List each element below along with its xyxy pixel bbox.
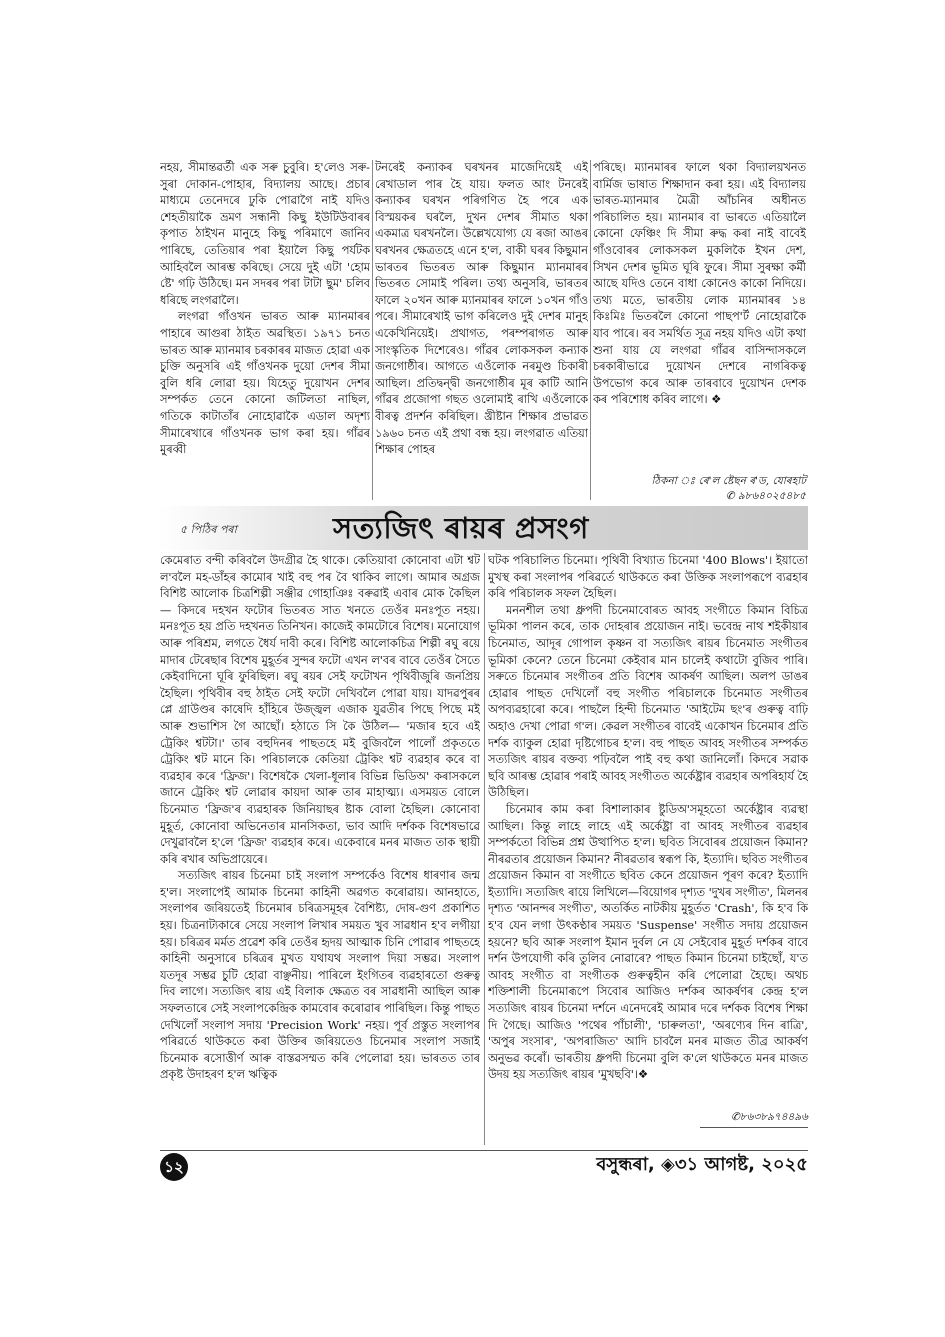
paragraph: টনৰেই কন্যাকৰ ঘৰখনৰ মাজেদিয়েই এই ৰেখাডাল পাৰ হৈ যায়। ফলত আং টনৰেই কন্যাকৰ ঘৰখন পৰিগণিত হৈ পৰে এক বিস্ময়কৰ ঘৰলৈ, দুখন দেশৰ সীমাত থকা একমাত্ৰ ঘৰখনলৈ। উল্লেখযোগ্য যে ৰজা আঙৰ ঘৰখনৰ ক্ষেত্ৰতহে এনে হ'ল, বাকী ঘৰৰ কিছুমান ভাৰতৰ ভিতৰত আৰু কিছুমান ম্যানমাৰৰ ভিতৰত সোমাই পৰিল। তথ্য অনুসৰি, ভাৰতৰ ফালে ২০খন আৰু ম্যানমাৰৰ ফালে ১০খন গাঁও পৰে। সীমাৰেখাই ভাগ কৰিলেও দুই দেশৰ মানুহ একেখিনিয়েই। প্ৰথাগত, পৰম্পৰাগত আৰু সাংস্কৃতিক দিশেৰেও। গাঁৱৰ লোকসকল কন্যাক জনগোষ্ঠীৰ। আগতে এওঁলোক নৰমুণ্ড চিকাৰী আছিল। প্ৰতিদ্বন্দ্বী জনগোষ্ঠীৰ মূৰ কাটি আনি গাঁৱৰ প্ৰজোপা গছত ওলোমাই ৰাখি এওঁলোকে বীৰত্ব প্ৰদৰ্শন কৰিছিল। খ্ৰীষ্টান শিক্ষাৰ প্ৰভাৱত ১৯৬০ চনত এই প্ৰথা বন্ধ হয়। লংগৱাত এতিয়া শিক্ষাৰ পোহৰ [375, 161, 588, 457]
top-article-column-3 [593, 160, 806, 472]
paragraph: কেমেৰাত বন্দী কৰিবলৈ উদগ্ৰীৱ হৈ থাকে। কেতিয়াবা কোনোবা এটা শ্বট ল'বলৈ মহ-ডাঁহৰ কামোৰ খাই বহু পৰ বৈ থাকিব লাগে। আমাৰ অগ্ৰজ বিশিষ্ট আলোক চিত্ৰশিল্পী সঞ্জীৱ গোহাঞিঃ বৰুৱাই এবাৰ মোক কৈছিল— কিদৰে দহখন ফটোৰ ভিতৰত সাত খনতে তেওঁৰ মনঃপূত নহয়। মনঃপূত হয় প্ৰতি দহখনত তিনিখন। কাজেই কামটোৰে বিশেষ। মনোযোগ আৰু পৰিশ্ৰম, লগতে ধৈৰ্য দাবী কৰে। বিশিষ্ট আলোকচিত্ৰ শিল্পী ৰঘু ৰয়ে মাদাৰ টেৰেছাৰ বিশেষ মুহূৰ্তৰ সুন্দৰ ফটো এখন ল'বৰ বাবে তেওঁৰ সৈতে কেইবাদিনো ঘূৰি ফুৰিছিল। ৰঘু ৰয়ৰ সেই ফটোখন পৃথিবীজুৰি জনপ্ৰিয় হৈছিল। পৃথিবীৰ বহু ঠাইত সেই ফটো দেখিবলৈ পোৱা যায়। যাদৱপুৰৰ প্লে গ্ৰাউণ্ডৰ কাষেদি হাঁহিৰে উজ্জ্বল এজাক যুৱতীৰ পিছে পিছে মই আৰু শুভাশিস গৈ আছোঁ। হঠাতে সি কৈ উঠিল— 'মজাৰ হবে এই ট্ৰেকিং শ্বটটা।' তাৰ বহুদিনৰ পাছতহে মই বুজিবলৈ পালোঁ প্ৰকৃততে ট্ৰেকিং শ্বট মানে কি। পৰিচালকে কেতিয়া ট্ৰেকিং শ্বট ব্যৱহাৰ কৰে বা ব্যৱহাৰ কৰে 'ফ্ৰিজ'। বিশেষকৈ খেলা-ধূলাৰ বিভিন্ন ভিডিঅ' কৰাসকলে জানে ট্ৰেকিং শ্বট লোৱাৰ কায়দা আৰু তাৰ মাহাত্ম্য। এসময়ত বোলে চিনেমাত 'ফ্ৰিজ'ৰ ব্যৱহাৰক জিনিয়াছৰ ষ্টাক বোলা হৈছিল। কোনোবা মুহূৰ্ত, কোনোবা অভিনেতাৰ মানসিকতা, ভাব আদি দৰ্শকক বিশেষভাৱে দেখুৱাবলৈ হ'লে 'ফ্ৰিজ' ব্যৱহাৰ কৰে। একেবাৰে মনৰ মাজত তাক স্থায়ী কৰি ৰখাৰ অভিপ্ৰায়েৰে। [160, 554, 480, 866]
paragraph: লংগৱা গাঁওখন ভাৰত আৰু ম্যানমাৰৰ পাহাৰে আগুৰা ঠাইত অৱস্থিত। ১৯৭১ চনত ভাৰত আৰু ম্যানমাৰ চৰকাৰৰ মাজত হোৱা এক চুক্তি অনুসৰি এই গাঁওখনক দুয়ো দেশৰ সীমা বুলি ধৰি লোৱা হয়। যিহেতু দুয়োখন দেশৰ সম্পৰ্কত তেনে কোনো জটিলতা নাছিল, গতিকে কাটাতাঁৰ নোহোৱাকৈ এডাল অদৃশ্য সীমাৰেখাৰে গাঁওখনক ভাগ কৰা হয়। গাঁৱৰ মুৰব্বী [160, 310, 370, 457]
paragraph: পৰিছে। ম্যানমাৰৰ ফালে থকা বিদ্যালয়খনত বাৰ্মিজ ভাষাত শিক্ষাদান কৰা হয়। এই বিদ্যালয় ভাৰত-ম্যানমাৰ মৈত্ৰী আঁচনিৰ অধীনত পৰিচালিত হয়। ম্যানমাৰ বা ভাৰতে এতিয়ালৈ কোনো ফেঞ্চিং দি সীমা ৰুদ্ধ কৰা নাই বাবেই গাঁওবোৰৰ লোকসকল মুকলিকৈ ইখন দেশ, সিখন দেশৰ ভূমিত ঘূৰি ফুৰে। সীমা সুৰক্ষা কৰ্মী আছে যদিও তেনে বাধা কোনেও কাকো নিদিয়ে। তথ্য মতে, ভাৰতীয় লোক ম্যানমাৰৰ ১৪ কিঃমিঃ ভিতৰলৈ কোনো পাছপ'ৰ্ট নোহোৱাকৈ যাব পাৰে। ৰব সমৰ্থিত সূত্ৰ নহয় যদিও এটা কথা শুনা যায় যে লংগৱা গাঁৱৰ বাসিন্দাসকলে চৰকাৰীভাৱে দুয়োখন দেশৰে নাগৰিকত্ব উপভোগ কৰে আৰু তাৰবাবে দুয়োখন দেশক কৰ পৰিশোধ কৰিব লাগে। ❖ [593, 161, 806, 407]
paragraph: সত্যজিৎ ৰায়ৰ চিনেমা চাই সংলাপ সম্পৰ্কেও বিশেষ ধাৰণাৰ জন্ম হ'ল। সংলাপেই আমাক চিনেমা কাহিনী অৱগত কৰোৱায়। আনহাতে, সংলাপৰ জৰিয়তেই চিনেমাৰ চৰিত্ৰসমূহৰ বৈশিষ্ট্য, দোষ-গুণ প্ৰকাশিত হয়। চিত্ৰনাট্যকাৰে সেয়ে সংলাপ লিখাৰ সময়ত খুব সাৱধান হ'ব লগীয়া হয়। চৰিত্ৰৰ মৰ্মত প্ৰৱেশ কৰি তেওঁৰ হৃদয় আত্মাক চিনি পোৱাৰ পাছতহে কাহিনী অনুসাৰে চৰিত্ৰৰ মুখত যথাযথ সংলাপ দিয়া সম্ভৱ। সংলাপ যতদূৰ সম্ভৱ চুটি হোৱা বাঞ্ছনীয়। পাৰিলে ইংগিতৰ ব্যৱহাৰতো গুৰুত্ব দিব লাগে। সত্যজিৎ ৰায় এই বিলাক ক্ষেত্ৰত বৰ সাৱধানী আছিল আৰু সফলতাৰে সেই সংলাপকেন্দ্ৰিক কামবোৰ কৰোৱাৰ পাৰিছিল। কিন্তু পাছত দেখিলোঁ সংলাপ সদায় 'Precision Work' নহয়। পূৰ্ব প্ৰস্তুত সংলাপৰ পৰিৱৰ্তে থাউকতে কৰা উক্তিৰ জৰিয়তেও চিনেমাৰ সংলাপ সজাই চিনেমাক ৰসোত্তীৰ্ণ আৰু বাস্তৱসম্মত কৰি পেলোৱা হয়। ভাৰতত তাৰ প্ৰকৃষ্ট উদাহৰণ হ'ল ঋত্বিক [160, 869, 480, 1082]
magazine-issue-date: বসুন্ধৰা, ◈৩১ আগষ্ট, ২০২৫ [596, 1154, 808, 1175]
paragraph: মননশীল তথা ধ্ৰুপদী চিনেমাবোৰত আবহ সংগীতে কিমান বিচিত্ৰ ভূমিকা পালন কৰে, তাক দোহৰাৰ প্ৰয়োজন নাই। ভবেন্দ্ৰ নাথ শইকীয়াৰ চিনেমাত, আদূৰ গোপাল কৃষ্ণন বা সত্যজিৎ ৰায়ৰ চিনেমাত সংগীতৰ ভূমিকা কেনে? তেনে চিনেমা কেইবাৰ মান চালেই কথাটো বুজিব পাৰি। সৰুতে চিনেমাৰ সংগীতৰ প্ৰতি বিশেষ আকৰ্ষণ আছিল। অলপ ডাঙৰ হোৱাৰ পাছত দেখিলোঁ বহু সংগীত পৰিচালকে চিনেমাত সংগীতৰ অপব্যৱহাৰো কৰে। পাছলৈ হিন্দী চিনেমাত 'আইটেম ছং'ৰ গুৰুত্ব বাঢ়ি অহাও দেখা পোৱা গ'ল। কেৱল সংগীতৰ বাবেই একোখন চিনেমাৰ প্ৰতি দৰ্শক ব্যাকুল হোৱা দৃষ্টিগোচৰ হ'ল। বহু পাছত আবহ সংগীতৰ সম্পৰ্কত সত্যজিৎ ৰায়ৰ বক্তব্য পঢ়িবলৈ পাই বহু কথা জানিলোঁ। কিদৰে সৱাক ছবি আৰম্ভ হোৱাৰ পৰাই আবহ সংগীতত অৰ্কেষ্ট্ৰাৰ ব্যৱহাৰ অপৰিহাৰ্য হৈ উঠিছিল। [488, 603, 808, 800]
column-divider [484, 553, 485, 1145]
main-article-column-1 [160, 553, 480, 1145]
top-article-column-1 [160, 160, 370, 500]
page-number-badge: ১২ [160, 1153, 188, 1181]
paragraph: নহয়, সীমান্তৱৰ্তী এক সৰু চুবুৰি। হ'লেও সৰু-সুৰা দোকান-পোহাৰ, বিদ্যালয় আছে। প্ৰচাৰ মাধ্যমে তেনেদৰে ঢুকি পোৱাগৈ নাই যদিও শেহতীয়াকৈ ভ্ৰমণ সন্ধানী কিছু ইউটিউবাৰৰ কৃপাত ঠাইখন মানুহে কিছু পৰিমাণে জানিব পাৰিছে, তেতিয়াৰ পৰা ইয়ালৈ কিছু পৰ্যটক আহিবলৈ আৰম্ভ কৰিছে। সেয়ে দুই এটা 'হোম ষ্টে' গঢ়ি উঠিছে। মন সদৰৰ পৰা টাটা ছুম' চলিব ধৰিছে লংগৱালৈ। [160, 161, 370, 307]
headline-banner [158, 506, 808, 550]
paragraph: চিনেমাৰ কাম কৰা বিশালাকাৰ ষ্টুডিঅ'সমূহতো অৰ্কেষ্ট্ৰাৰ ব্যৱস্থা আছিল। কিন্তু লাহে লাহে এই অৰ্কেষ্ট্ৰা বা আবহ সংগীতৰ ব্যৱহাৰ সম্পৰ্কতো বিভিন্ন প্ৰশ্ন উত্থাপিত হ'ল। ছবিত সিবোৰৰ প্ৰয়োজন কিমান? নীৰৱতাৰ প্ৰয়োজন কিমান? নীৰৱতাৰ স্বৰূপ কি, ইত্যাদি। ছবিত সংগীতৰ প্ৰয়োজন কিমান বা সংগীতে ছবিত কেনে প্ৰয়োজন পূৰণ কৰে? ইত্যাদি ইত্যাদি। সত্যজিৎ ৰায়ে লিখিলে—বিয়োগৰ দৃশ্যত 'দুখৰ সংগীত', মিলনৰ দৃশ্যত 'আনন্দৰ সংগীত', অতৰ্কিত নাটকীয় মুহূৰ্তত 'Crash', কি হ'ব কি হ'ব যেন লগা উৎকণ্ঠাৰ সময়ত 'Suspense' সংগীত সদায় প্ৰয়োজন হয়নে? ছবি আৰু সংলাপ ইমান দুৰ্বল নে যে সেইবোৰ মুহূৰ্ত দৰ্শকৰ বাবে দৰ্শন উপযোগী কৰি তুলিব নোৱাৰে? পাছত কিমান চিনেমা চাইছোঁ, য'ত আবহ সংগীত বা সংগীতক গুৰুত্বহীন কৰি পেলোৱা হৈছে। অথচ শক্তিশালী চিনেমাৰূপে সিবোৰ আজিও দৰ্শকৰ আকৰ্ষণৰ কেন্দ্ৰ হ'ল সত্যজিৎ ৰায়ৰ চিনেমা দৰ্শনে এনেদৰেই আমাৰ দৰে দৰ্শকক বিশেষ শিক্ষা দি গৈছে। আজিও 'পথেৰ পাঁচালী', 'চাৰুলতা', 'অৰণ্যেৰ দিন ৰাত্ৰি', 'অপুৰ সংসাৰ', 'অপৰাজিত' আদি চাবলৈ মনৰ মাজত তীব্ৰ আকৰ্ষণ অনুভৱ কৰোঁ। ভাৰতীয় ধ্ৰুপদী চিনেমা বুলি ক'লে থাউকতে মনৰ মাজত উদয় হয় সত্যজিৎ ৰায়ৰ 'মুখছবি'।❖ [488, 802, 808, 1082]
author-signature [593, 474, 806, 504]
column-divider [372, 160, 373, 500]
column-divider [590, 160, 591, 500]
author-phone: ✆৮৬৩৮৯৭৪৪৯৬ [700, 1110, 808, 1128]
paragraph: ঘটক পৰিচালিত চিনেমা। পৃথিবী বিখ্যাত চিনেমা '400 Blows'। ইয়াতো মুখস্থ কৰা সংলাপৰ পৰিৱৰ্তে থাউকতে কৰা উক্তিক সংলাপৰূপে ব্যৱহাৰ কৰি পৰিচালক সফল হৈছিল। [488, 554, 808, 601]
author-address: ঠিকনা ঃ ৰে'ল ষ্টেছন ৰ'ড, যোৰহাট [651, 475, 806, 487]
author-phone: ✆ ৯৮৬৪০২৫৪৮৫ [725, 490, 806, 502]
main-article-column-2 [488, 553, 808, 1118]
top-article-column-2 [375, 160, 588, 500]
continued-from-label: ৫ পিঠিৰ পৰা [180, 523, 237, 536]
article-headline: সত্যজিৎ ৰায়ৰ প্ৰসংগ [333, 511, 589, 545]
